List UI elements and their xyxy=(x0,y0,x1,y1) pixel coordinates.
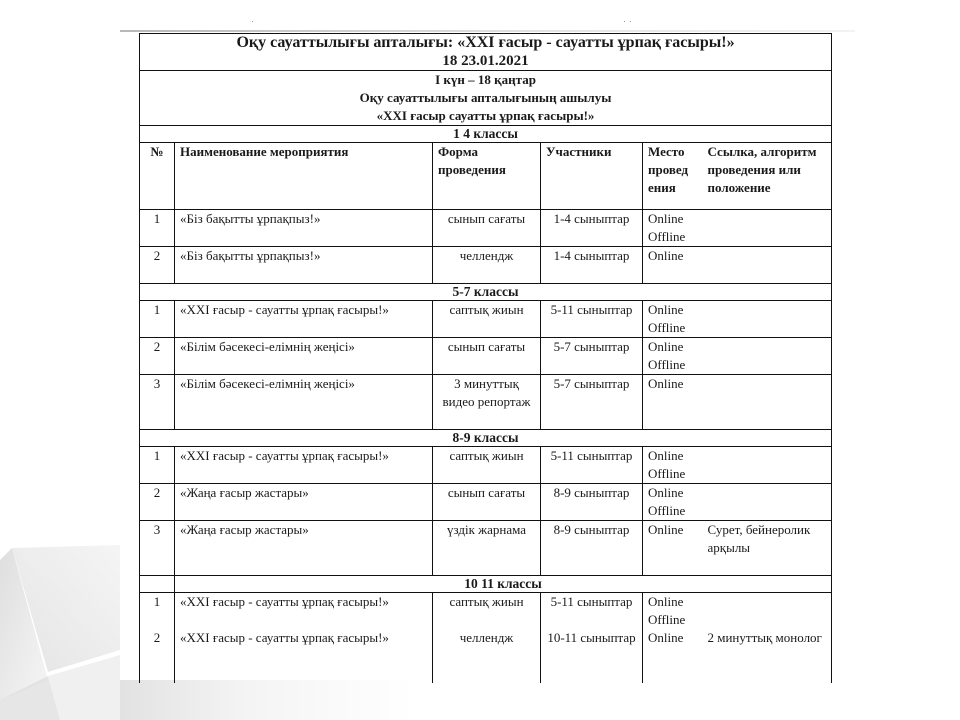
place-value: Online xyxy=(648,630,684,645)
cell-place xyxy=(643,521,703,576)
cell-num: 1 xyxy=(140,210,175,247)
cell-place xyxy=(643,593,703,630)
title-cell xyxy=(140,34,832,71)
cell-num: 2 xyxy=(140,338,175,375)
place-value: Offline xyxy=(648,229,686,244)
header-rule xyxy=(120,30,855,32)
place-value: Online xyxy=(648,376,684,391)
date-range: 18 23.01.2021 xyxy=(442,53,529,69)
cell-form: саптық жиын xyxy=(433,593,541,630)
place-value: Online xyxy=(648,448,684,463)
header-link: Ссылка, алгоритм проведения или положение xyxy=(703,143,832,210)
cell-participants: 1-4 сыныптар xyxy=(541,247,643,284)
bg-shard-2 xyxy=(12,545,120,672)
place-value: Online xyxy=(648,522,684,537)
cell-num: 3 xyxy=(140,375,175,430)
column-header-row xyxy=(140,143,832,210)
cell-name: «XXI ғасыр - сауатты ұрпақ ғасыры!» xyxy=(175,301,433,338)
table-row xyxy=(140,521,832,576)
cell-link: Сурет, бейнеролик арқылы xyxy=(703,521,832,576)
table-row xyxy=(140,247,832,284)
header-participants: Участники xyxy=(541,143,643,210)
cell-name: «XXI ғасыр - сауатты ұрпақ ғасыры!» xyxy=(175,629,433,683)
section-row xyxy=(140,284,832,301)
place-value: Offline xyxy=(648,320,686,335)
place-value: Online xyxy=(648,594,684,609)
cell-name: «XXI ғасыр - сауатты ұрпақ ғасыры!» xyxy=(175,593,433,630)
header-place: Место провед ения xyxy=(643,143,703,210)
place-value: Online xyxy=(648,485,684,500)
cell-place xyxy=(643,629,703,683)
table-row xyxy=(140,484,832,521)
cell-num: 3 xyxy=(140,521,175,576)
cell-link xyxy=(703,484,832,521)
cell-link xyxy=(703,593,832,630)
cell-num: 1 xyxy=(140,447,175,484)
cell-form: саптық жиын xyxy=(433,301,541,338)
header-name: Наименование мероприятия xyxy=(175,143,433,210)
cell-name: «Білім бәсекесі-елімнің жеңісі» xyxy=(175,338,433,375)
cell-place xyxy=(643,447,703,484)
table-row xyxy=(140,593,832,630)
place-value: Offline xyxy=(648,466,686,481)
cell-participants: 5-11 сыныптар xyxy=(541,447,643,484)
section-label: 8-9 классы xyxy=(140,430,832,447)
cell-place xyxy=(643,210,703,247)
day-row xyxy=(140,71,832,126)
cell-num: 1 xyxy=(140,593,175,630)
section-row xyxy=(140,126,832,143)
section-row xyxy=(140,430,832,447)
cell-place xyxy=(643,247,703,284)
cell-num: 2 xyxy=(140,629,175,683)
cell-name: «Жаңа ғасыр жастары» xyxy=(175,521,433,576)
place-value: Online xyxy=(648,211,684,226)
table-row xyxy=(140,447,832,484)
place-value: Offline xyxy=(648,612,686,627)
cell-link xyxy=(703,338,832,375)
section-label: 5-7 классы xyxy=(140,284,832,301)
cell-name: «Біз бақытты ұрпақпыз!» xyxy=(175,210,433,247)
cell-place xyxy=(643,338,703,375)
day-line: I күн – 18 қаңтар xyxy=(435,72,536,87)
cell-participants: 1-4 сыныптар xyxy=(541,210,643,247)
place-value: Online xyxy=(648,339,684,354)
opening-line: Оқу сауаттылығы апталығының ашылуы xyxy=(359,90,612,105)
bg-shard-1 xyxy=(0,548,48,700)
cell-link xyxy=(703,247,832,284)
section-row xyxy=(140,576,832,593)
cell-name: «Жаңа ғасыр жастары» xyxy=(175,484,433,521)
day-cell xyxy=(140,71,832,126)
cell-participants: 5-11 сыныптар xyxy=(541,593,643,630)
cell-form: саптық жиын xyxy=(433,447,541,484)
cell-participants: 10-11 сыныптар xyxy=(541,629,643,683)
cell-link: 2 минуттық монолог xyxy=(703,629,832,683)
section-label: 10 11 классы xyxy=(175,576,832,593)
header-num: № xyxy=(140,143,175,210)
place-value: Offline xyxy=(648,357,686,372)
place-value: Online xyxy=(648,248,684,263)
cell-link xyxy=(703,375,832,430)
cell-place xyxy=(643,301,703,338)
cell-participants: 8-9 сыныптар xyxy=(541,521,643,576)
table-row xyxy=(140,301,832,338)
mark-dot xyxy=(252,21,253,22)
mark-dot xyxy=(624,21,625,22)
cell-participants: 8-9 сыныптар xyxy=(541,484,643,521)
place-value: Offline xyxy=(648,503,686,518)
cell-link xyxy=(703,210,832,247)
cell-form: челлендж xyxy=(433,629,541,683)
cell-place xyxy=(643,375,703,430)
schedule-table xyxy=(139,33,832,683)
bottom-band xyxy=(120,680,960,720)
cell-name: «XXI ғасыр - сауатты ұрпақ ғасыры!» xyxy=(175,447,433,484)
cell-num: 2 xyxy=(140,247,175,284)
cell-form: сынып сағаты xyxy=(433,484,541,521)
cell-form: сынып сағаты xyxy=(433,338,541,375)
mark-dot xyxy=(630,21,631,22)
cell-participants: 5-7 сыныптар xyxy=(541,375,643,430)
cell-link xyxy=(703,447,832,484)
section-spacer-cell xyxy=(140,576,175,593)
cell-link xyxy=(703,301,832,338)
cell-form: 3 минуттық видео репортаж xyxy=(433,375,541,430)
cell-num: 1 xyxy=(140,301,175,338)
opening-motto: «XXI ғасыр сауатты ұрпақ ғасыры!» xyxy=(376,108,595,123)
cell-form: сынып сағаты xyxy=(433,210,541,247)
bg-shard-4 xyxy=(48,655,120,720)
place-value: Online xyxy=(648,302,684,317)
header-form: Форма проведения xyxy=(433,143,541,210)
cell-num: 2 xyxy=(140,484,175,521)
section-label: 1 4 классы xyxy=(140,126,832,143)
cell-place xyxy=(643,484,703,521)
cell-name: «Біз бақытты ұрпақпыз!» xyxy=(175,247,433,284)
cell-form: челлендж xyxy=(433,247,541,284)
table-row xyxy=(140,338,832,375)
cell-name: «Білім бәсекесі-елімнің жеңісі» xyxy=(175,375,433,430)
table-row xyxy=(140,210,832,247)
bg-shard-3 xyxy=(0,676,60,720)
table-row xyxy=(140,629,832,683)
cell-participants: 5-7 сыныптар xyxy=(541,338,643,375)
document-title: Оқу сауаттылығы апталығы: «XXI ғасыр - сауатты ұрпақ ғасыры!» xyxy=(236,34,735,51)
cell-participants: 5-11 сыныптар xyxy=(541,301,643,338)
title-row xyxy=(140,34,832,71)
cell-form: үздік жарнама xyxy=(433,521,541,576)
table-row xyxy=(140,375,832,430)
